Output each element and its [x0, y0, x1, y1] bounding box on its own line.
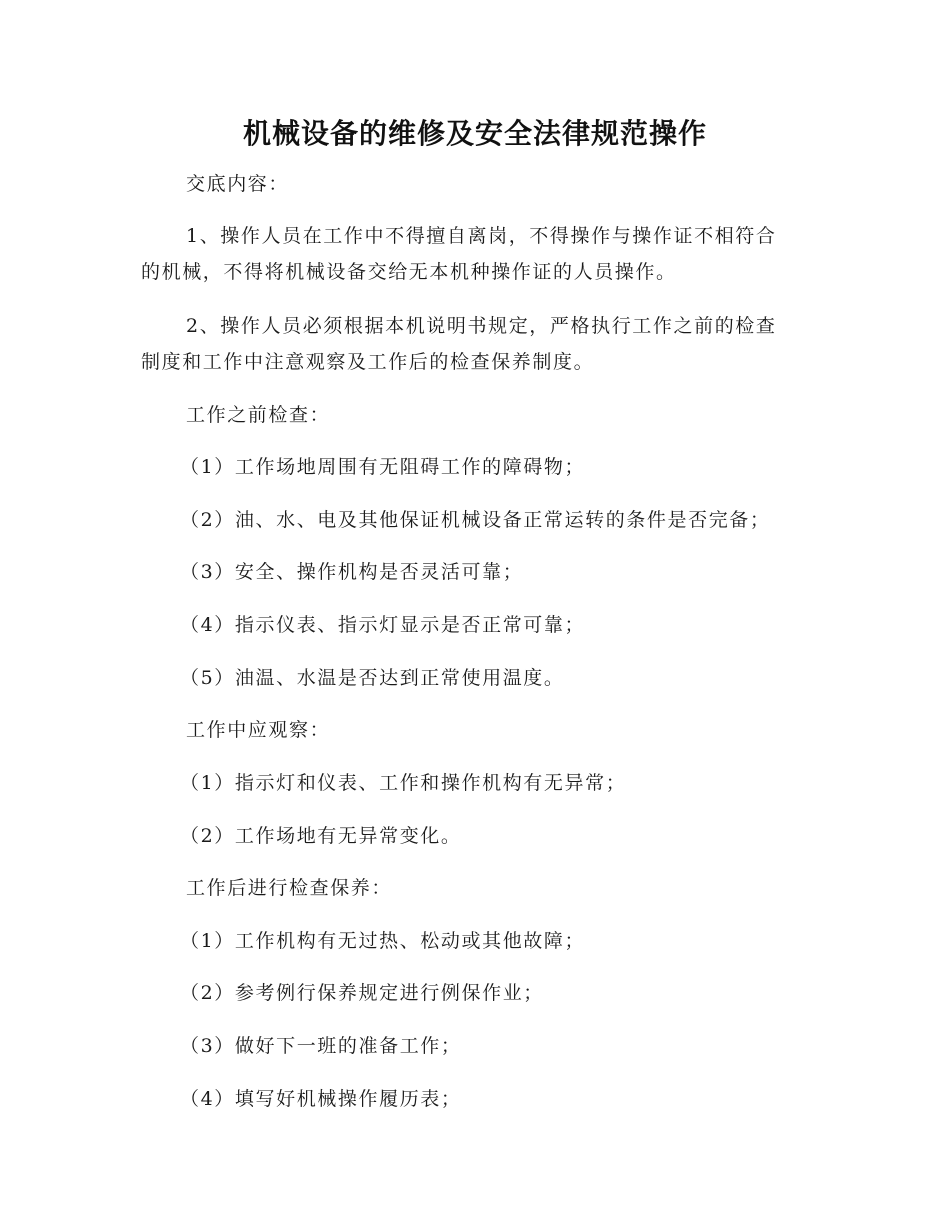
pre-work-item: （1）工作场地周围有无阻碍工作的障碍物；	[180, 456, 586, 478]
during-work-heading: 工作中应观察：	[186, 719, 331, 741]
post-work-heading: 工作后进行检查保养：	[186, 877, 393, 899]
item-2-line-1: 2、操作人员必须根据本机说明书规定，严格执行工作之前的检查	[186, 315, 777, 337]
post-work-item: （4）填写好机械操作履历表；	[180, 1088, 462, 1110]
pre-work-item: （2）油、水、电及其他保证机械设备正常运转的条件是否完备；	[180, 509, 771, 531]
pre-work-item: （3）安全、操作机构是否灵活可靠；	[180, 561, 524, 583]
pre-work-heading: 工作之前检查：	[186, 404, 331, 426]
intro-label: 交底内容：	[186, 173, 290, 195]
post-work-item: （3）做好下一班的准备工作；	[180, 1035, 462, 1057]
post-work-item: （1）工作机构有无过热、松动或其他故障；	[180, 930, 586, 952]
during-work-item: （2）工作场地有无异常变化。	[180, 825, 462, 847]
item-2-line-2: 制度和工作中注意观察及工作后的检查保养制度。	[141, 351, 595, 373]
pre-work-item: （4）指示仪表、指示灯显示是否正常可靠；	[180, 614, 586, 636]
during-work-item: （1）指示灯和仪表、工作和操作机构有无异常；	[180, 772, 627, 794]
item-1-line-1: 1、操作人员在工作中不得擅自离岗，不得操作与操作证不相符合	[186, 225, 777, 247]
item-1-line-2: 的机械，不得将机械设备交给无本机种操作证的人员操作。	[141, 261, 677, 283]
pre-work-item: （5）油温、水温是否达到正常使用温度。	[180, 667, 565, 689]
document-title: 机械设备的维修及安全法律规范操作	[242, 117, 707, 150]
post-work-item: （2）参考例行保养规定进行例保作业；	[180, 982, 544, 1004]
